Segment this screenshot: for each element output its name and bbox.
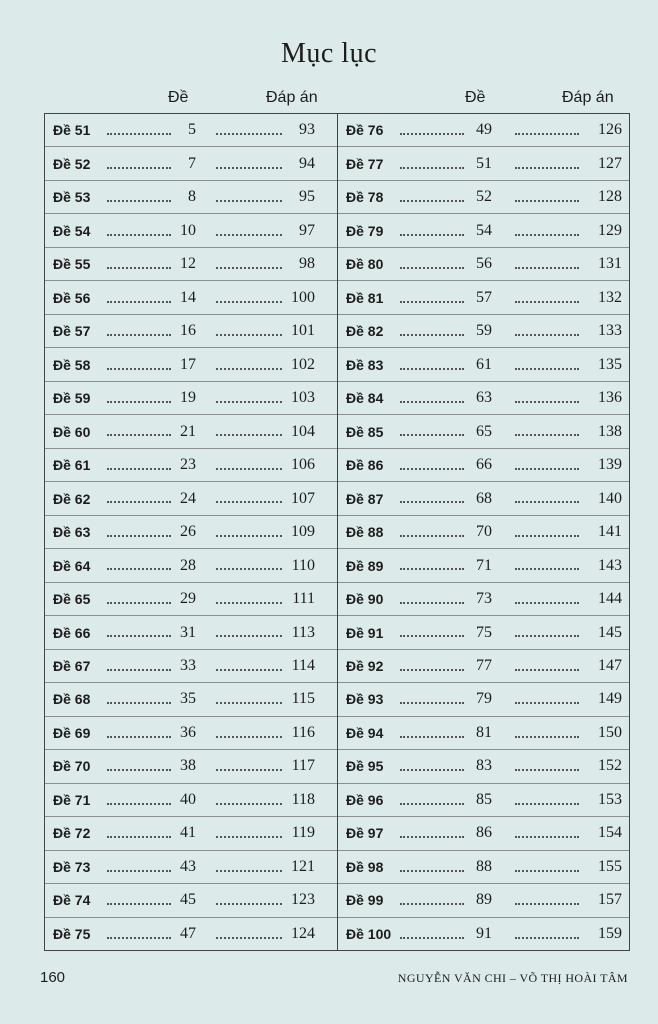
row-answer-page: 149: [598, 690, 622, 708]
row-page: 35: [180, 690, 196, 708]
dot-leader: [515, 133, 579, 135]
row-page: 85: [476, 790, 492, 808]
row-page: 86: [476, 824, 492, 842]
row-page: 31: [180, 623, 196, 641]
table-row: [338, 650, 629, 683]
row-label: Đề 74: [53, 892, 91, 909]
row-label: Đề 72: [53, 825, 91, 842]
row-label: Đề 99: [346, 892, 384, 909]
table-row: [338, 382, 629, 415]
row-answer-page: 136: [598, 389, 622, 407]
row-page: 40: [180, 790, 196, 808]
row-label: Đề 86: [346, 457, 384, 474]
row-answer-page: 124: [291, 924, 315, 942]
row-page: 83: [476, 757, 492, 775]
row-answer-page: 93: [299, 121, 315, 139]
row-page: 73: [476, 590, 492, 608]
row-label: Đề 51: [53, 122, 91, 139]
table-row: [45, 784, 337, 817]
table-row: [338, 549, 629, 582]
row-answer-page: 118: [291, 790, 315, 808]
row-page: 12: [180, 255, 196, 273]
row-label: Đề 100: [346, 925, 392, 942]
table-row: [45, 181, 337, 214]
table-row: [338, 616, 629, 649]
table-row: [45, 549, 337, 582]
dot-leader: [515, 803, 579, 805]
row-answer-page: 138: [598, 422, 622, 440]
row-answer-page: 150: [598, 723, 622, 741]
row-label: Đề 76: [346, 122, 384, 139]
row-page: 45: [180, 891, 196, 909]
row-page: 41: [180, 824, 196, 842]
table-row: [45, 248, 337, 281]
row-page: 71: [476, 556, 492, 574]
row-page: 47: [180, 924, 196, 942]
row-label: Đề 66: [53, 624, 91, 641]
row-label: Đề 90: [346, 591, 384, 608]
row-page: 19: [180, 389, 196, 407]
table-row: [45, 415, 337, 448]
row-label: Đề 83: [346, 356, 384, 373]
table-row: [338, 281, 629, 314]
row-page: 75: [476, 623, 492, 641]
dot-leader: [515, 937, 579, 939]
row-page: 51: [476, 154, 492, 172]
dot-leader: [515, 635, 579, 637]
row-label: Đề 87: [346, 490, 384, 507]
row-answer-page: 143: [598, 556, 622, 574]
table-row: [45, 650, 337, 683]
row-label: Đề 63: [53, 524, 91, 541]
table-row: [45, 817, 337, 850]
dot-leader: [515, 301, 579, 303]
row-label: Đề 67: [53, 657, 91, 674]
row-answer-page: 117: [291, 757, 315, 775]
dot-leader: [515, 870, 579, 872]
table-row: [45, 616, 337, 649]
dot-leader: [515, 468, 579, 470]
row-answer-page: 98: [299, 255, 315, 273]
dot-leader: [515, 200, 579, 202]
dot-leader: [515, 234, 579, 236]
row-answer-page: 152: [598, 757, 622, 775]
row-answer-page: 101: [291, 322, 315, 340]
row-label: Đề 91: [346, 624, 384, 641]
row-answer-page: 106: [291, 456, 315, 474]
header-de-right: Đề: [465, 89, 486, 106]
row-label: Đề 70: [53, 758, 91, 775]
row-answer-page: 119: [291, 824, 315, 842]
dot-leader: [515, 535, 579, 537]
row-answer-page: 110: [291, 556, 315, 574]
dot-leader: [515, 267, 579, 269]
row-page: 56: [476, 255, 492, 273]
page-number: 160: [40, 969, 66, 986]
table-row: [338, 248, 629, 281]
row-answer-page: 107: [291, 489, 315, 507]
table-row: [45, 315, 337, 348]
row-answer-page: 140: [598, 489, 622, 507]
dot-leader: [515, 602, 579, 604]
table-row: [338, 516, 629, 549]
table-row: [45, 147, 337, 180]
row-label: Đề 62: [53, 490, 91, 507]
row-answer-page: 132: [598, 288, 622, 306]
row-answer-page: 141: [598, 523, 622, 541]
row-label: Đề 94: [346, 724, 384, 741]
right-column: [337, 114, 629, 950]
row-page: 54: [476, 221, 492, 239]
table-row: [338, 482, 629, 515]
table-row: [45, 348, 337, 381]
row-label: Đề 69: [53, 724, 91, 741]
row-answer-page: 129: [598, 221, 622, 239]
row-answer-page: 145: [598, 623, 622, 641]
row-page: 91: [476, 924, 492, 942]
dot-leader: [515, 903, 579, 905]
header-de-left: Đề: [168, 89, 189, 106]
row-page: 7: [188, 154, 196, 172]
row-answer-page: 114: [291, 656, 315, 674]
row-answer-page: 103: [291, 389, 315, 407]
row-answer-page: 113: [291, 623, 315, 641]
row-page: 49: [476, 121, 492, 139]
row-label: Đề 97: [346, 825, 384, 842]
table-row: [45, 918, 337, 950]
dot-leader: [515, 501, 579, 503]
row-label: Đề 60: [53, 423, 91, 440]
row-page: 65: [476, 422, 492, 440]
row-label: Đề 80: [346, 256, 384, 273]
row-label: Đề 61: [53, 457, 91, 474]
row-label: Đề 96: [346, 791, 384, 808]
row-answer-page: 104: [291, 422, 315, 440]
table-row: [45, 750, 337, 783]
row-page: 81: [476, 723, 492, 741]
dot-leader: [515, 568, 579, 570]
row-page: 14: [180, 288, 196, 306]
row-page: 68: [476, 489, 492, 507]
row-page: 57: [476, 288, 492, 306]
row-label: Đề 53: [53, 189, 91, 206]
row-page: 33: [180, 656, 196, 674]
row-answer-page: 127: [598, 154, 622, 172]
dot-leader: [515, 401, 579, 403]
table-row: [338, 784, 629, 817]
row-page: 70: [476, 523, 492, 541]
row-answer-page: 144: [598, 590, 622, 608]
row-label: Đề 78: [346, 189, 384, 206]
row-answer-page: 155: [598, 857, 622, 875]
table-row: [338, 750, 629, 783]
table-row: [338, 147, 629, 180]
row-page: 8: [188, 188, 196, 206]
row-page: 38: [180, 757, 196, 775]
row-answer-page: 123: [291, 891, 315, 909]
table-row: [45, 583, 337, 616]
row-page: 16: [180, 322, 196, 340]
row-label: Đề 81: [346, 289, 384, 306]
row-label: Đề 77: [346, 155, 384, 172]
table-row: [338, 683, 629, 716]
row-page: 59: [476, 322, 492, 340]
row-page: 89: [476, 891, 492, 909]
row-page: 17: [180, 355, 196, 373]
row-answer-page: 116: [291, 723, 315, 741]
row-page: 79: [476, 690, 492, 708]
row-answer-page: 135: [598, 355, 622, 373]
row-label: Đề 58: [53, 356, 91, 373]
dot-leader: [515, 836, 579, 838]
row-label: Đề 65: [53, 591, 91, 608]
row-answer-page: 139: [598, 456, 622, 474]
row-page: 28: [180, 556, 196, 574]
row-page: 61: [476, 355, 492, 373]
row-label: Đề 82: [346, 323, 384, 340]
page-title: Mục lục: [280, 38, 378, 69]
dot-leader: [515, 669, 579, 671]
dot-leader: [515, 334, 579, 336]
table-row: [338, 181, 629, 214]
table-row: [338, 114, 629, 147]
row-page: 23: [180, 456, 196, 474]
table-row: [338, 817, 629, 850]
table-row: [45, 516, 337, 549]
row-page: 36: [180, 723, 196, 741]
row-label: Đề 95: [346, 758, 384, 775]
dot-leader: [515, 167, 579, 169]
left-column: [45, 114, 337, 950]
row-label: Đề 84: [346, 390, 384, 407]
dot-leader: [515, 368, 579, 370]
row-label: Đề 92: [346, 657, 384, 674]
row-answer-page: 128: [598, 188, 622, 206]
row-answer-page: 154: [598, 824, 622, 842]
table-row: [338, 918, 629, 950]
row-page: 29: [180, 590, 196, 608]
row-label: Đề 73: [53, 858, 91, 875]
row-label: Đề 79: [346, 222, 384, 239]
table-row: [338, 717, 629, 750]
contents-table: [44, 113, 630, 951]
table-row: [338, 348, 629, 381]
row-page: 88: [476, 857, 492, 875]
row-page: 10: [180, 221, 196, 239]
dot-leader: [515, 736, 579, 738]
row-page: 77: [476, 656, 492, 674]
table-row: [338, 449, 629, 482]
row-label: Đề 71: [53, 791, 91, 808]
row-page: 43: [180, 857, 196, 875]
row-label: Đề 68: [53, 691, 91, 708]
row-answer-page: 94: [299, 154, 315, 172]
row-label: Đề 85: [346, 423, 384, 440]
row-label: Đề 54: [53, 222, 91, 239]
row-answer-page: 131: [598, 255, 622, 273]
row-page: 26: [180, 523, 196, 541]
row-label: Đề 75: [53, 925, 91, 942]
row-answer-page: 95: [299, 188, 315, 206]
table-row: [45, 214, 337, 247]
table-row: [45, 482, 337, 515]
row-page: 66: [476, 456, 492, 474]
row-label: Đề 56: [53, 289, 91, 306]
row-answer-page: 97: [299, 221, 315, 239]
row-label: Đề 89: [346, 557, 384, 574]
header-dap-an-left: Đáp án: [266, 89, 318, 106]
table-row: [338, 583, 629, 616]
table-row: [338, 315, 629, 348]
table-row: [45, 114, 337, 147]
table-row: [45, 884, 337, 917]
row-label: Đề 59: [53, 390, 91, 407]
row-answer-page: 100: [291, 288, 315, 306]
table-row: [45, 683, 337, 716]
row-label: Đề 64: [53, 557, 91, 574]
dot-leader: [515, 434, 579, 436]
table-row: [45, 717, 337, 750]
row-answer-page: 133: [598, 322, 622, 340]
row-answer-page: 121: [291, 857, 315, 875]
row-answer-page: 115: [291, 690, 315, 708]
authors: NGUYỄN VĂN CHI – VÕ THỊ HOÀI TÂM: [397, 971, 628, 985]
row-label: Đề 98: [346, 858, 384, 875]
dot-leader: [515, 702, 579, 704]
row-page: 21: [180, 422, 196, 440]
row-label: Đề 57: [53, 323, 91, 340]
row-answer-page: 109: [291, 523, 315, 541]
row-answer-page: 111: [292, 590, 315, 608]
row-label: Đề 93: [346, 691, 384, 708]
row-label: Đề 52: [53, 155, 91, 172]
table-row: [45, 382, 337, 415]
row-page: 63: [476, 389, 492, 407]
dot-leader: [515, 769, 579, 771]
table-row: [338, 214, 629, 247]
row-answer-page: 157: [598, 891, 622, 909]
row-page: 5: [188, 121, 196, 139]
row-page: 24: [180, 489, 196, 507]
table-row: [45, 281, 337, 314]
row-answer-page: 102: [291, 355, 315, 373]
header-dap-an-right: Đáp án: [562, 89, 614, 106]
row-answer-page: 153: [598, 790, 622, 808]
row-label: Đề 55: [53, 256, 91, 273]
row-answer-page: 159: [598, 924, 622, 942]
row-answer-page: 147: [598, 656, 622, 674]
table-row: [338, 415, 629, 448]
table-row: [338, 884, 629, 917]
row-answer-page: 126: [598, 121, 622, 139]
table-row: [45, 851, 337, 884]
row-page: 52: [476, 188, 492, 206]
table-row: [45, 449, 337, 482]
row-label: Đề 88: [346, 524, 384, 541]
table-row: [338, 851, 629, 884]
